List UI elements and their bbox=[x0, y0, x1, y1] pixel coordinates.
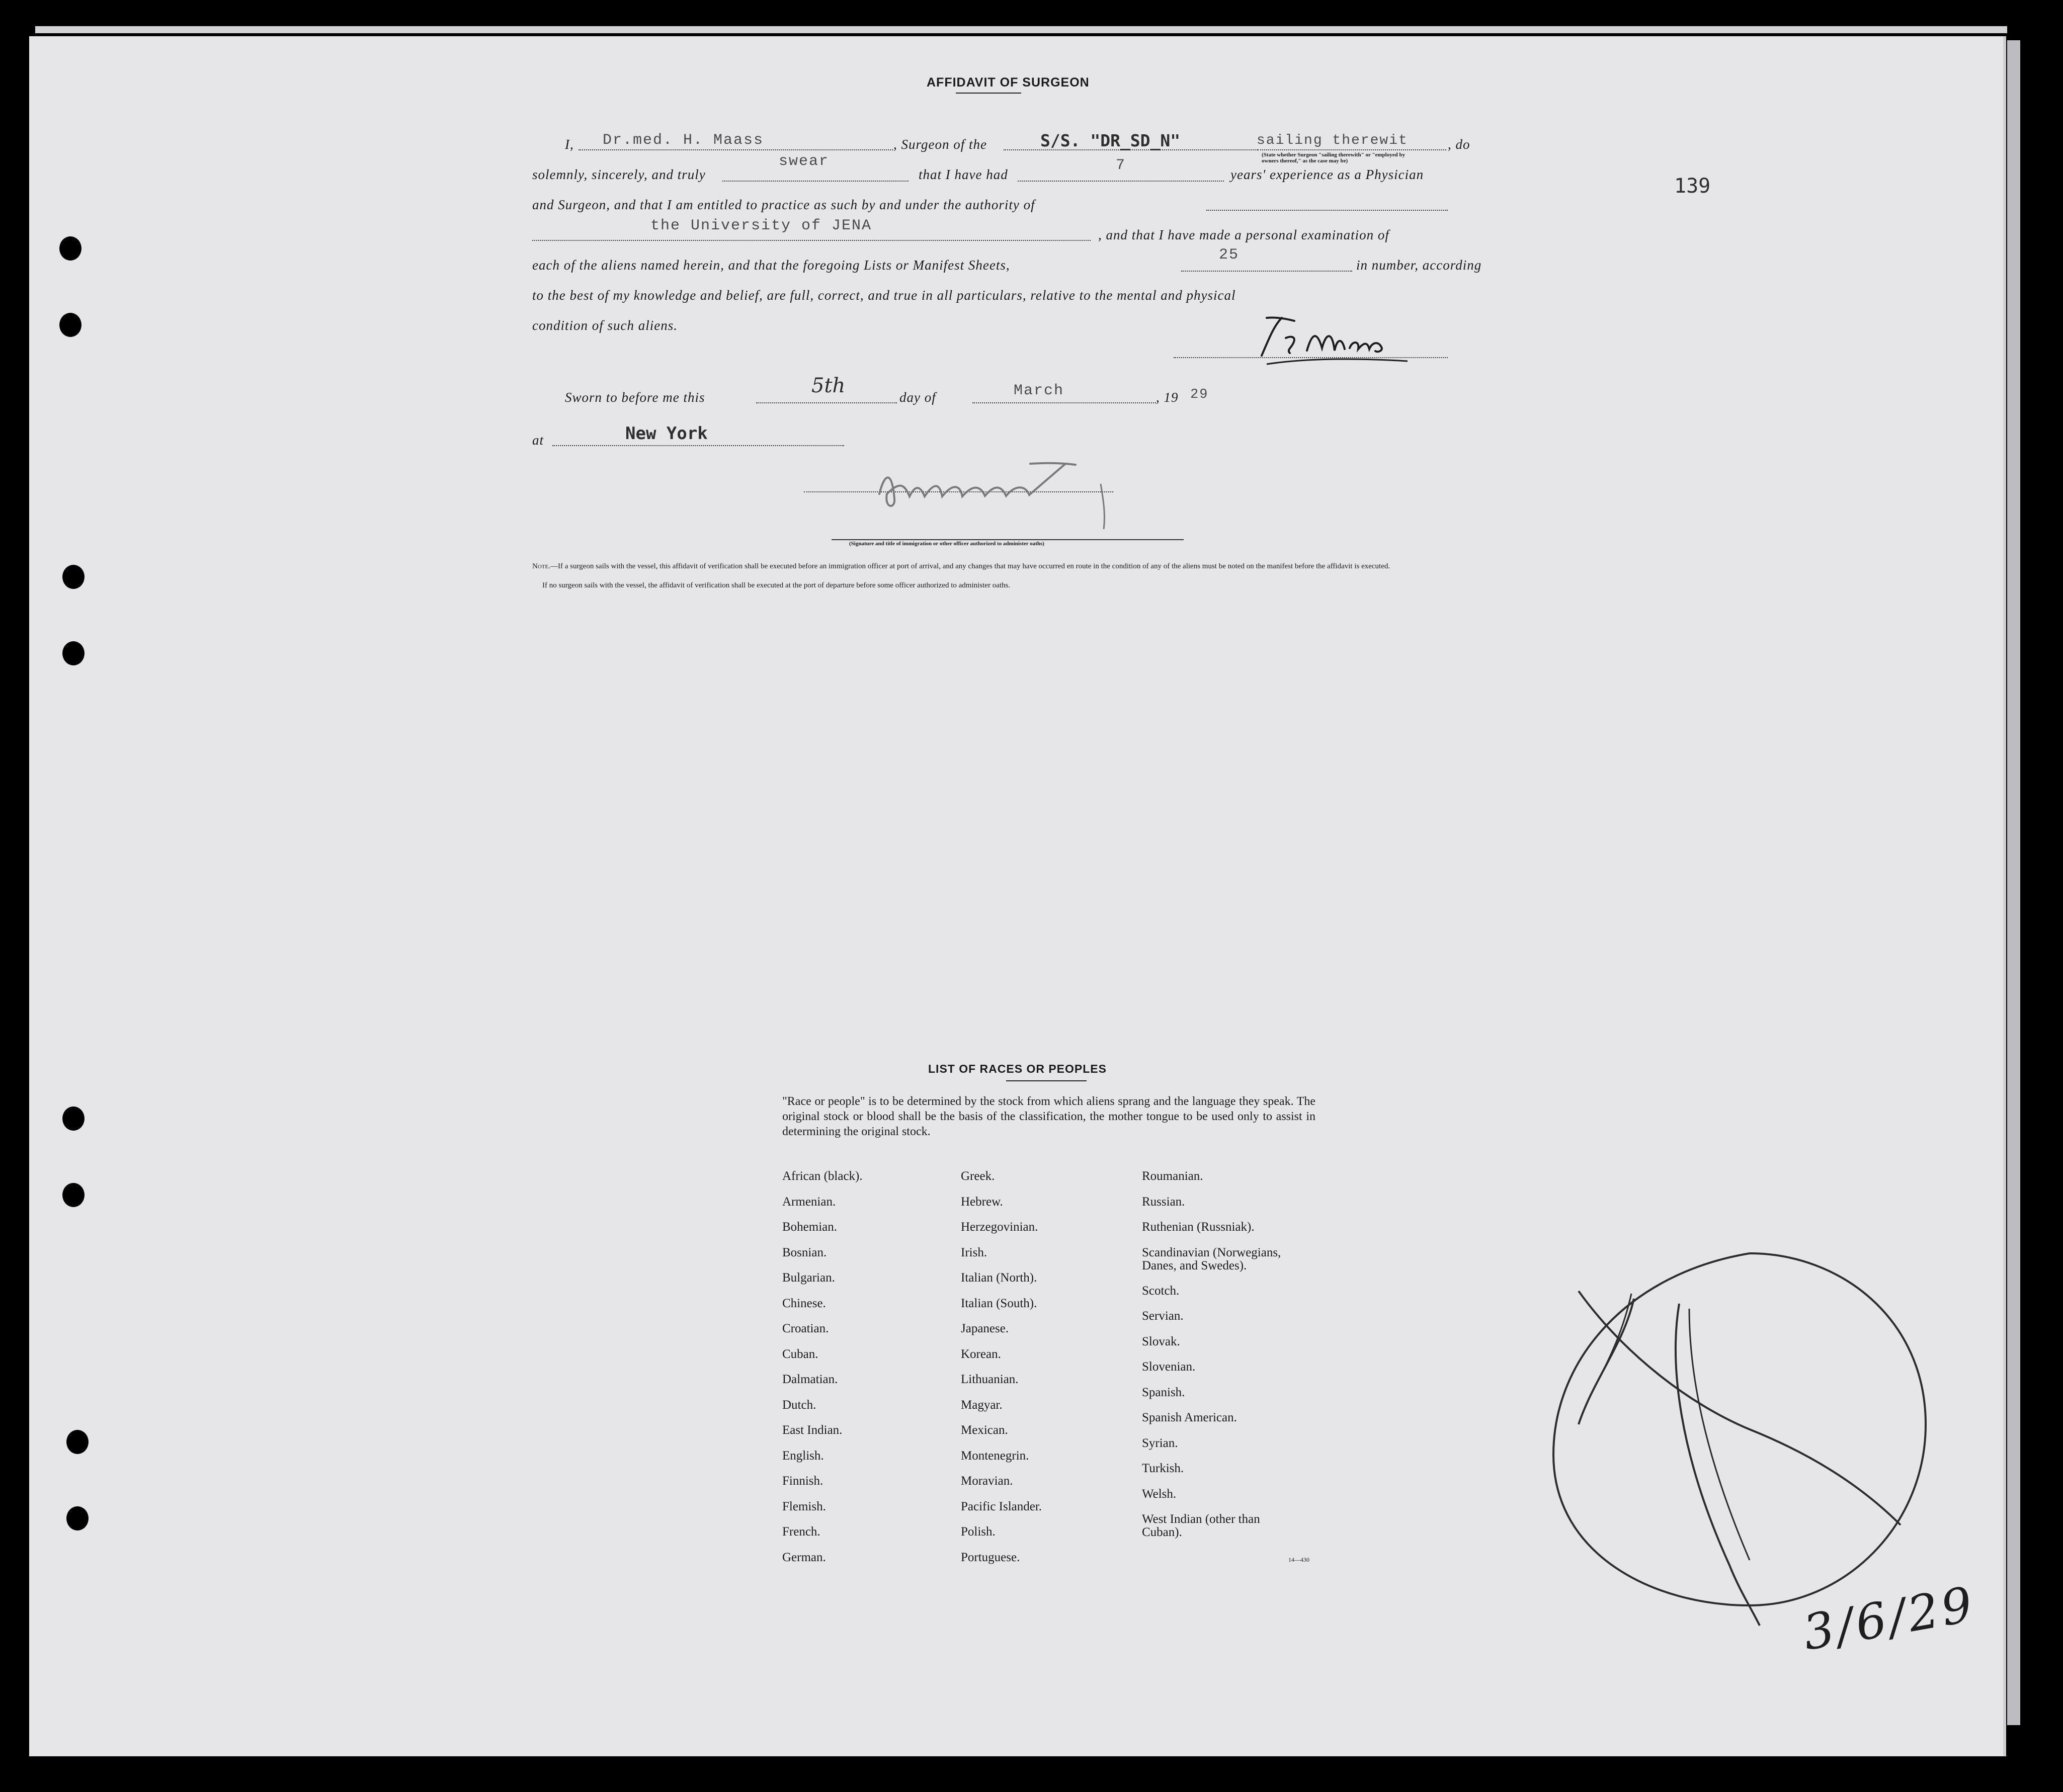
race-item: Bulgarian. bbox=[782, 1271, 835, 1285]
sailing-note: (State whether Surgeon "sailing therewith" or "employed by owners thereof," as the case may be) bbox=[1262, 152, 1406, 164]
race-item: Scandinavian (Norwegians, Danes, and Swedes). bbox=[1142, 1245, 1281, 1272]
punch-hole bbox=[62, 565, 85, 589]
race-item: Hebrew. bbox=[961, 1194, 1003, 1209]
line2-mid: that I have had bbox=[919, 167, 1008, 182]
sworn-day-line bbox=[756, 402, 897, 403]
at-label: at bbox=[532, 433, 544, 448]
page-edge-right bbox=[2007, 40, 2020, 1725]
surgeon-name: Dr.med. H. Maass bbox=[603, 132, 764, 149]
race-item: Ruthenian (Russniak). bbox=[1142, 1220, 1255, 1234]
race-item: Slovak. bbox=[1142, 1334, 1180, 1348]
line1-mid: , Surgeon of the bbox=[893, 137, 987, 152]
line1-suffix: , do bbox=[1448, 137, 1470, 152]
races-title-underline bbox=[1006, 1080, 1087, 1081]
race-item: Syrian. bbox=[1142, 1436, 1178, 1450]
race-item: Spanish American. bbox=[1142, 1411, 1237, 1424]
punch-hole bbox=[66, 1506, 89, 1530]
race-item: Turkish. bbox=[1142, 1462, 1184, 1475]
race-item: English. bbox=[782, 1448, 824, 1463]
race-item: Croatian. bbox=[782, 1322, 829, 1335]
race-item: Greek. bbox=[961, 1169, 995, 1183]
sworn-day: 5th bbox=[811, 374, 846, 397]
race-item: Mexican. bbox=[961, 1423, 1008, 1437]
race-item: Japanese. bbox=[961, 1322, 1009, 1335]
sworn-month: March bbox=[1014, 382, 1064, 399]
handwritten-date: 3/6/29 bbox=[1798, 1575, 1980, 1662]
race-item: Korean. bbox=[961, 1347, 1001, 1361]
race-item: French. bbox=[782, 1525, 820, 1539]
race-item: Magyar. bbox=[961, 1398, 1003, 1412]
punch-hole bbox=[59, 313, 81, 337]
race-item: Cuban. bbox=[782, 1347, 818, 1361]
sworn-mid: day of bbox=[899, 390, 936, 405]
race-item: Servian. bbox=[1142, 1309, 1184, 1323]
oath-word: swear bbox=[779, 153, 830, 170]
races-intro: "Race or people" is to be determined by the stock from which aliens sprang and the language they speak. The original stock or blood shall be the basis of the classification, the mother tongue to be used only to assist in determining the original stock. bbox=[782, 1095, 1315, 1138]
line3: and Surgeon, and that I am entitled to practice as such by and under the authority of bbox=[532, 197, 1035, 212]
line2-prefix: solemnly, sincerely, and truly bbox=[532, 167, 706, 182]
punch-hole bbox=[66, 1430, 89, 1454]
years-experience: 7 bbox=[1116, 157, 1126, 174]
race-item: Montenegrin. bbox=[961, 1448, 1029, 1463]
vessel-name: S/S. "DR_SD_N" bbox=[1040, 131, 1181, 150]
authority-line-a bbox=[1206, 210, 1448, 211]
sworn-prefix: Sworn to before me this bbox=[565, 390, 705, 405]
race-item: Welsh. bbox=[1142, 1487, 1177, 1501]
line7: condition of such aliens. bbox=[532, 318, 678, 333]
race-item: Irish. bbox=[961, 1245, 987, 1259]
sheets-count: 25 bbox=[1219, 246, 1240, 264]
title-underline bbox=[956, 93, 1021, 94]
race-item: Italian (North). bbox=[961, 1271, 1037, 1285]
races-column-1 bbox=[782, 1170, 963, 1576]
officer-signature bbox=[864, 454, 1176, 529]
sailing-status: sailing therewit bbox=[1257, 133, 1408, 148]
at-place: New York bbox=[625, 423, 708, 444]
sheets-line bbox=[1181, 271, 1352, 272]
surgeon-signature bbox=[1247, 308, 1458, 378]
races-column-3 bbox=[1142, 1170, 1323, 1539]
race-item: Dutch. bbox=[782, 1398, 816, 1412]
sworn-year: 29 bbox=[1190, 387, 1209, 402]
races-title: LIST OF RACES OR PEOPLES bbox=[928, 1062, 1107, 1075]
race-item: Flemish. bbox=[782, 1499, 826, 1513]
race-item: Slovenian. bbox=[1142, 1360, 1196, 1374]
punch-hole bbox=[62, 1106, 85, 1131]
punch-hole bbox=[59, 236, 81, 261]
line5-prefix: each of the aliens named herein, and that the foregoing Lists or Manifest Sheets, bbox=[532, 258, 1010, 273]
affidavit-title: AFFIDAVIT OF SURGEON bbox=[927, 75, 1090, 90]
race-item: African (black). bbox=[782, 1169, 863, 1183]
race-item: German. bbox=[782, 1550, 826, 1564]
punch-hole bbox=[62, 641, 85, 665]
form-number: 14—430 bbox=[1288, 1556, 1309, 1563]
race-item: West Indian (other than Cuban). bbox=[1142, 1512, 1260, 1539]
race-item: Dalmatian. bbox=[782, 1373, 838, 1386]
line2-suffix: years' experience as a Physician bbox=[1230, 167, 1424, 182]
line4: , and that I have made a personal examination of bbox=[1098, 227, 1389, 242]
manifest-sheet bbox=[29, 36, 2006, 1756]
race-item: Portuguese. bbox=[961, 1550, 1020, 1564]
caption-line bbox=[832, 539, 1184, 540]
authority-name: the University of JENA bbox=[650, 217, 872, 234]
oath-line bbox=[722, 181, 909, 182]
race-item: Spanish. bbox=[1142, 1385, 1185, 1399]
race-item: Bohemian. bbox=[782, 1220, 838, 1234]
sworn-month-line bbox=[972, 402, 1156, 403]
race-item: Polish. bbox=[961, 1525, 996, 1539]
race-item: Armenian. bbox=[782, 1194, 836, 1209]
sworn-year-prefix: , 19 bbox=[1156, 390, 1179, 405]
sailing-line bbox=[1258, 149, 1446, 150]
race-item: Russian. bbox=[1142, 1194, 1185, 1209]
note-paragraph-2: If no surgeon sails with the vessel, the affidavit of verification shall be executed at the port of departure before some officer authorized to administer oaths. bbox=[542, 581, 1011, 589]
page-edge-top bbox=[35, 26, 2007, 33]
authority-line-b bbox=[532, 240, 1091, 241]
surgeon-name-line bbox=[579, 149, 893, 150]
years-line bbox=[1018, 181, 1224, 182]
race-item: Roumanian. bbox=[1142, 1169, 1203, 1183]
races-column-2 bbox=[961, 1170, 1142, 1576]
race-item: Finnish. bbox=[782, 1474, 823, 1488]
race-item: Chinese. bbox=[782, 1296, 826, 1310]
punch-hole bbox=[62, 1183, 85, 1207]
race-item: Lithuanian. bbox=[961, 1373, 1019, 1386]
race-item: Moravian. bbox=[961, 1474, 1013, 1488]
race-item: Pacific Islander. bbox=[961, 1499, 1042, 1513]
race-item: Scotch. bbox=[1142, 1284, 1180, 1298]
page-number: 139 bbox=[1674, 175, 1711, 198]
note-paragraph-1 bbox=[532, 562, 1455, 571]
note-label: Note. bbox=[532, 562, 550, 570]
at-place-line bbox=[552, 445, 844, 446]
race-item: Bosnian. bbox=[782, 1245, 827, 1259]
race-item: Italian (South). bbox=[961, 1296, 1037, 1310]
race-item: East Indian. bbox=[782, 1423, 843, 1437]
line1-prefix: I, bbox=[565, 137, 574, 152]
officer-caption: (Signature and title of immigration or other officer authorized to administer oaths) bbox=[849, 541, 1044, 547]
note-text-1: —If a surgeon sails with the vessel, this affidavit of verification shall be executed before an immigration officer at port of arrival, and any changes that may have occurred en route in the condition of any of the aliens must be noted on the manifest before the affidavit is executed. bbox=[550, 562, 1390, 570]
line5-suffix: in number, according bbox=[1356, 258, 1482, 273]
line6: to the best of my knowledge and belief, are full, correct, and true in all particulars, relative to the mental and physical bbox=[532, 288, 1236, 303]
race-item: Herzegovinian. bbox=[961, 1220, 1038, 1234]
